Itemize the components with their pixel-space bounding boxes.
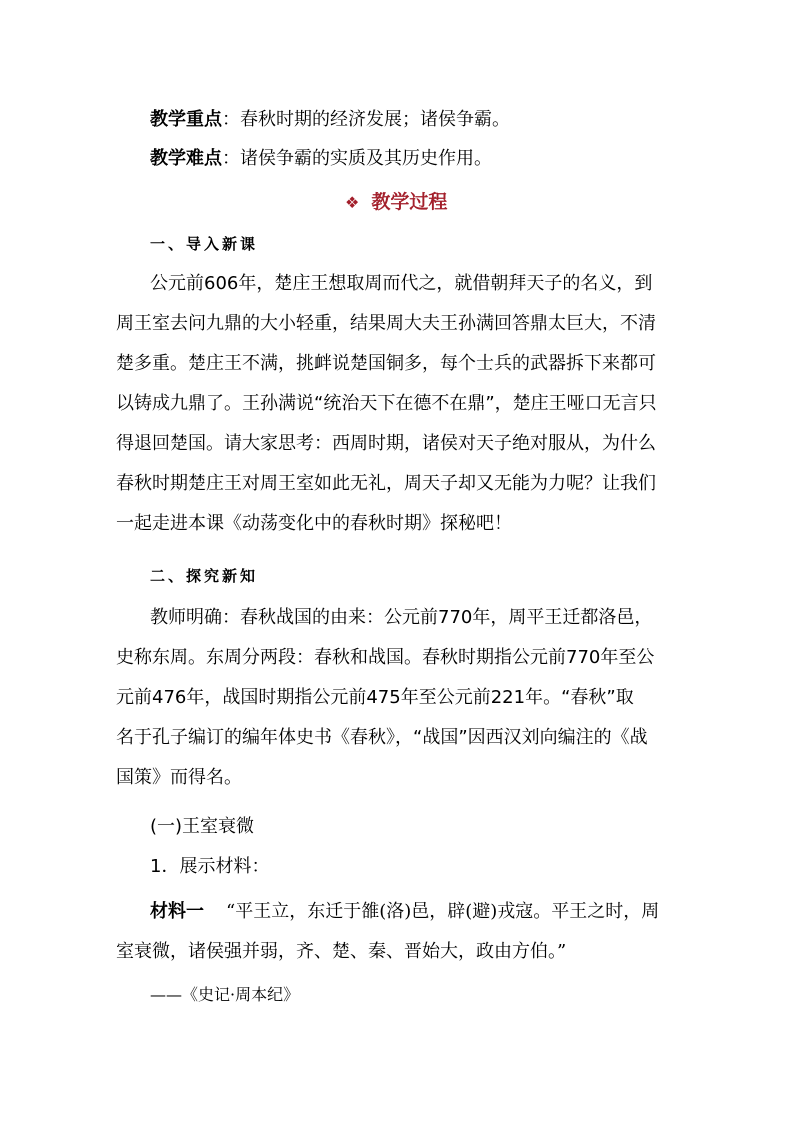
paragraph-line: 公元前606年，楚庄王想取周而代之，就借朝拜天子的名义，到 bbox=[150, 273, 653, 294]
process-title bbox=[345, 190, 447, 215]
paragraph-line: 春秋时期楚庄王对周王室如此无礼，周天子却又无能为力呢？让我们 bbox=[116, 473, 656, 494]
key-points-label: 教学重点 bbox=[150, 109, 222, 130]
material-source: ——《史记·周本纪》 bbox=[150, 985, 300, 1004]
subsection-heading: (一)王室衰微 bbox=[150, 816, 255, 837]
key-points-line bbox=[150, 108, 510, 132]
paragraph-line: 史称东周。东周分两段：春秋和战国。春秋时期指公元前770年至公 bbox=[116, 647, 655, 668]
key-points-text: ：春秋时期的经济发展；诸侯争霸。 bbox=[222, 109, 510, 130]
paragraph-line: 以铸成九鼎了。王孙满说“统治天下在德不在鼎”，楚庄王哑口无言只 bbox=[116, 393, 657, 414]
diamond-bullet-icon: ❖ bbox=[345, 193, 360, 212]
material-quote-2: 室衰微，诸侯强并弱，齐、楚、秦、晋始大，政由方伯。” bbox=[116, 941, 567, 962]
paragraph-line: 国策》而得名。 bbox=[116, 767, 242, 788]
process-title-text: 教学过程 bbox=[371, 191, 448, 213]
paragraph-line: 教师明确：春秋战国的由来：公元前770年，周平王迁都洛邑， bbox=[150, 607, 653, 628]
paragraph-line: 得退回楚国。请大家思考：西周时期，诸侯对天子绝对服从，为什么 bbox=[116, 433, 656, 454]
material-quote-1: “平王立，东迁于雒(洛)邑，辟(避)戎寇。平王之时，周 bbox=[226, 901, 660, 922]
paragraph-line: 周王室去问九鼎的大小轻重，结果周大夫王孙满回答鼎太巨大，不清 bbox=[116, 313, 656, 334]
item-heading: 1．展示材料： bbox=[150, 856, 270, 877]
section2-heading: 二、探究新知 bbox=[150, 567, 259, 585]
material-label: 材料一 bbox=[150, 901, 204, 922]
paragraph-line: 一起走进本课《动荡变化中的春秋时期》探秘吧！ bbox=[116, 513, 512, 534]
difficult-points-line bbox=[150, 147, 492, 171]
paragraph-line: 名于孔子编订的编年体史书《春秋》，“战国”因西汉刘向编注的《战 bbox=[116, 727, 648, 748]
material-line-1 bbox=[150, 900, 659, 924]
paragraph-line: 元前476年，战国时期指公元前475年至公元前221年。“春秋”取 bbox=[116, 687, 634, 708]
section1-heading: 一、导入新课 bbox=[150, 235, 259, 253]
difficult-points-label: 教学难点 bbox=[150, 148, 222, 169]
paragraph-line: 楚多重。楚庄王不满，挑衅说楚国铜多，每个士兵的武器拆下来都可 bbox=[116, 353, 656, 374]
difficult-points-text: ：诸侯争霸的实质及其历史作用。 bbox=[222, 148, 492, 169]
